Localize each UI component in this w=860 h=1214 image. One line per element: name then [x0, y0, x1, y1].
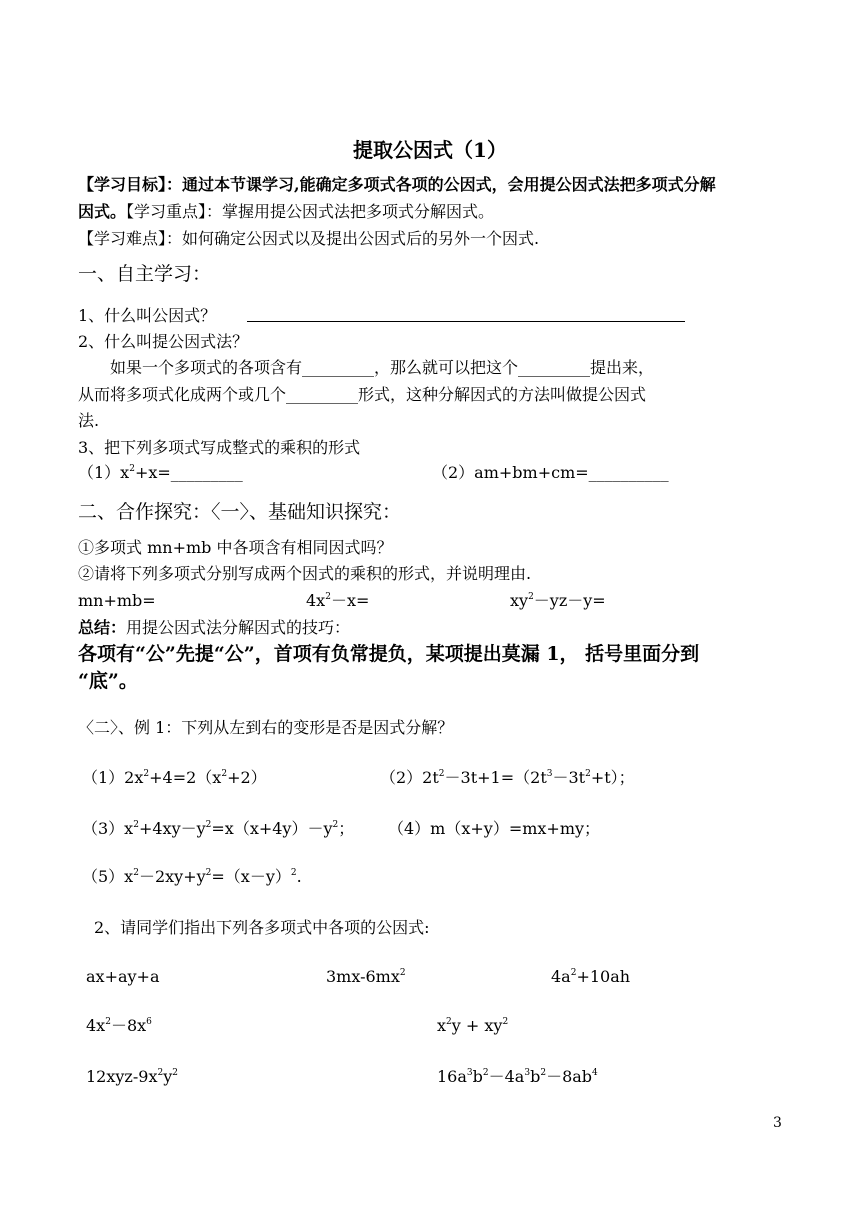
- poly-6: $12xyz-9x^2y^2$: [86, 1067, 178, 1086]
- poly-4: $4x^2-8x^6$: [86, 1016, 152, 1035]
- question-2-para3: 法.: [78, 411, 100, 430]
- page-title: 提取公因式（1）: [353, 138, 507, 162]
- poly-2: $3mx-6mx^2$: [326, 967, 406, 986]
- question-2-para1: 如果一个多项式的各项含有_________，那么就可以把这个_________提出来，: [110, 358, 655, 377]
- expr-xy2-yz-y: $xy^2-yz-y=$: [510, 591, 606, 610]
- explore-item-1: ①多项式 mn+mb 中各项含有相同因式吗？: [78, 538, 393, 557]
- question-3: 3、把下列多项式写成整式的乘积的形式: [78, 438, 361, 457]
- learning-goal-line1: 【学习目标】：通过本节课学习,能确定多项式各项的公因式，会用提公因式法把多项式分解: [78, 175, 716, 194]
- tip-line-1: 各项有“公”先提“公”，首项有负常提负，某项提出莫漏 1， 括号里面分到: [78, 643, 700, 665]
- question-3-a: $(1)x^2+x=\_\_\_\_\_\_\_\_\_$: [78, 463, 243, 482]
- section2-heading: 二、合作探究：〈一〉、基础知识探究：: [78, 501, 402, 523]
- example-heading: 〈二〉、例 1：下列从左到右的变形是否是因式分解？: [78, 718, 454, 737]
- poly-7: $16a^3b^2-4a^3b^2-8ab^4$: [437, 1067, 598, 1086]
- question-1: 1、什么叫公因式？: [78, 306, 217, 325]
- question-3-b: （2）am+bm+cm=__________: [432, 463, 669, 482]
- example-item-2: $(2)2t^2-3t+1=(2t^3-3t^2+t)$；: [380, 768, 635, 787]
- question-common-factor: 2、请同学们指出下列各多项式中各项的公因式:: [94, 918, 430, 937]
- page-number: 3: [773, 1115, 782, 1131]
- summary: 总结：用提公因式法分解因式的技巧：: [78, 618, 351, 637]
- answer-underline: [247, 321, 685, 322]
- explore-item-2: ②请将下列多项式分别写成两个因式的乘积的形式，并说明理由.: [78, 564, 532, 583]
- example-item-1: $(1)2x^2+4=2(x^2+2)$: [82, 768, 267, 787]
- example-item-5: $(5)x^2-2xy+y^2=(x-y)^2$.: [82, 867, 302, 886]
- key-point: 【学习重点】：掌握用提公因式法把多项式分解因式。: [126, 202, 495, 221]
- example-item-3: $(3)x^2+4xy-y^2=x(x+4y)-y^2$；: [82, 819, 355, 838]
- poly-3: $4a^2+10ah$: [551, 967, 631, 986]
- learning-goal-end: 因式。: [78, 202, 127, 221]
- tip-line-2: “底”。: [78, 670, 138, 692]
- expr-4x2-x: $4x^2-x=$: [306, 591, 370, 610]
- poly-5: $x^2y + xy^2$: [437, 1016, 509, 1035]
- poly-1: ax+ay+a: [86, 967, 160, 986]
- section1-heading: 一、自主学习：: [78, 263, 212, 285]
- learning-goal-line2: [78, 201, 494, 223]
- question-2-para2: 从而将多项式化成两个或几个_________形式，这种分解因式的方法叫做提公因式: [78, 385, 647, 404]
- difficulty: 【学习难点】：如何确定公因式以及提出公因式后的另外一个因式.: [78, 229, 540, 248]
- question-2: 2、什么叫提公因式法？: [78, 332, 249, 351]
- example-item-4: （4）m（x+y）=mx+my；: [388, 819, 601, 838]
- expr-mn-mb: mn+mb=: [78, 591, 156, 610]
